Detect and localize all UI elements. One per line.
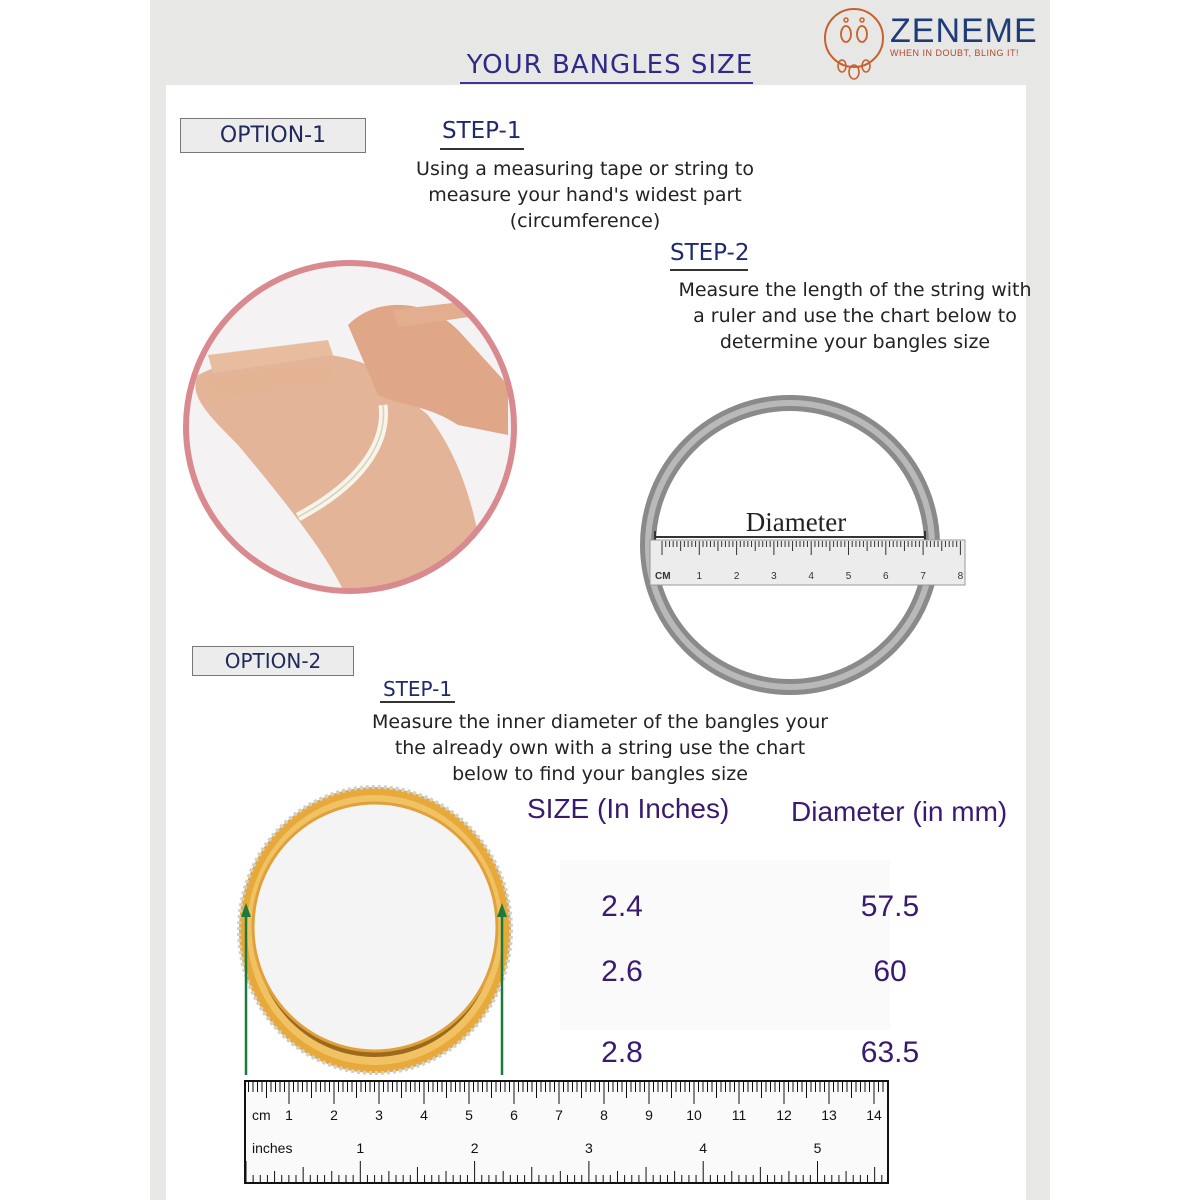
cm-tick-label: 9 [645, 1107, 653, 1123]
step-underline [670, 269, 748, 271]
option-1-label: OPTION-1 [180, 118, 366, 153]
cm-tick-label: 4 [420, 1107, 428, 1123]
ruler-tick-label: 7 [920, 571, 926, 582]
size-cell: 2.6 [601, 955, 643, 988]
gold-bangle-illustration [230, 775, 520, 1075]
cm-tick-label: 7 [555, 1107, 563, 1123]
diameter-cell: 63.5 [860, 1036, 920, 1069]
option1-step2-text: Measure the length of the string with a ruler and use the chart below to determine your bangles size [678, 279, 1032, 353]
ruler-tick-label: 3 [771, 571, 777, 582]
cm-inch-ruler [244, 1080, 890, 1186]
cm-unit-label: cm [252, 1107, 271, 1123]
ruler-unit-label: CM [655, 571, 671, 582]
ruler-tick-label: 8 [957, 571, 964, 582]
brand-logo [822, 2, 1038, 84]
brand-tagline: WHEN IN DOUBT, BLING IT! [890, 48, 1020, 58]
brand-name: ZENEME [890, 12, 1038, 50]
option-2-label: OPTION-2 [192, 646, 354, 676]
ruler-tick-label: 2 [733, 571, 740, 582]
diameter-cell: 60 [873, 955, 907, 988]
step-underline [440, 148, 524, 150]
diameter-column-header: Diameter (in mm) [791, 796, 1008, 827]
bangle-diameter-diagram [620, 385, 1000, 705]
hand-measuring-illustration [178, 255, 523, 600]
cm-tick-label: 5 [465, 1107, 473, 1123]
ruler-tick-label: 4 [808, 571, 814, 582]
cm-tick-label: 3 [375, 1107, 383, 1123]
ruler-tick-label: 5 [845, 571, 852, 582]
inch-unit-label: inches [252, 1140, 293, 1156]
cm-tick-label: 10 [686, 1107, 702, 1123]
inch-tick-label: 2 [470, 1140, 479, 1156]
inch-tick-label: 5 [813, 1140, 822, 1156]
cm-tick-label: 8 [600, 1107, 608, 1123]
step-underline [380, 701, 455, 703]
size-cell: 2.4 [601, 890, 643, 923]
page-title: YOUR BANGLES SIZE [466, 50, 754, 80]
inch-tick-label: 4 [699, 1140, 708, 1156]
inch-tick-label: 3 [585, 1140, 593, 1156]
cm-tick-label: 12 [776, 1107, 792, 1123]
title-underline [460, 82, 753, 84]
ruler-tick-label: 6 [883, 571, 889, 582]
option1-step1-text: Using a measuring tape or string to measure your hand's widest part (circumference) [416, 158, 754, 232]
cm-tick-label: 11 [731, 1107, 747, 1123]
cm-tick-label: 2 [330, 1107, 338, 1123]
cm-tick-label: 14 [866, 1107, 882, 1123]
inch-tick-label: 1 [356, 1140, 365, 1156]
option2-step1-text: Measure the inner diameter of the bangles your the already own with a string use the chart below to find your bangles size [371, 711, 829, 785]
size-column-header: SIZE (In Inches) [527, 793, 730, 824]
cm-tick-label: 13 [821, 1107, 837, 1123]
diameter-cell: 57.5 [860, 890, 920, 923]
earring-logo-icon [822, 2, 886, 84]
size-cell: 2.8 [601, 1036, 643, 1069]
ruler-tick-label: 1 [696, 571, 703, 582]
diameter-label: Diameter [745, 507, 847, 537]
cm-tick-label: 1 [285, 1107, 293, 1123]
cm-tick-label: 6 [510, 1107, 518, 1123]
option2-step1-heading: STEP-1 [383, 677, 453, 701]
size-table-body [560, 860, 890, 1030]
option1-step1-heading: STEP-1 [442, 118, 522, 144]
option1-step2-heading: STEP-2 [670, 240, 750, 266]
